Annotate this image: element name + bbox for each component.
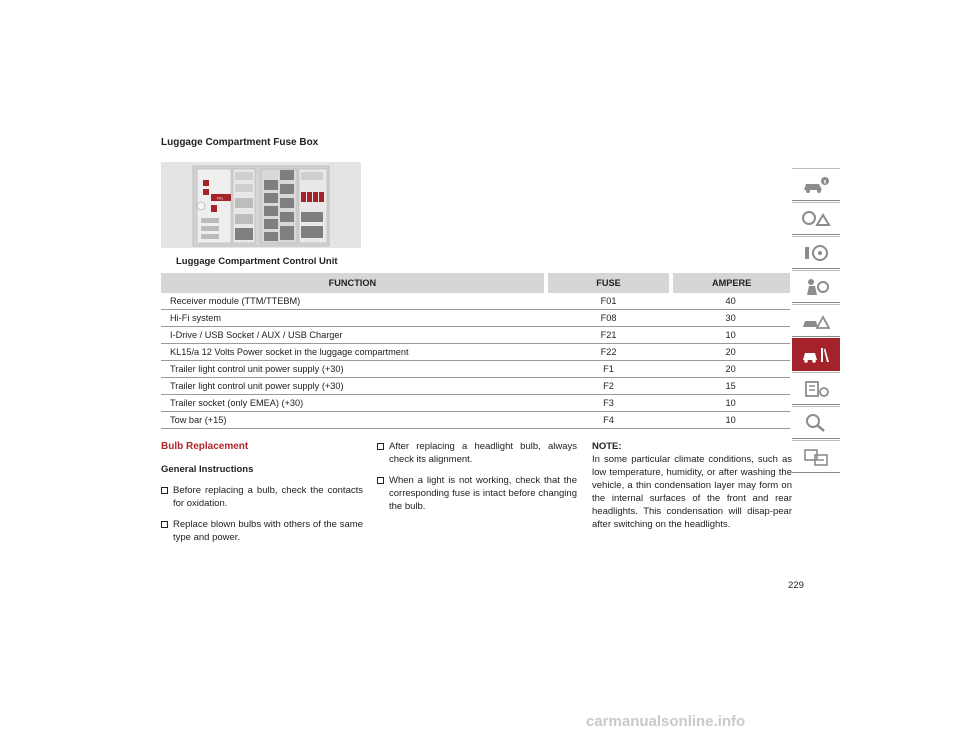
fuse-cell: F1 (546, 361, 671, 378)
fuse-cell: F4 (546, 412, 671, 429)
note-column (592, 440, 792, 531)
fuse-cell: F08 (546, 310, 671, 327)
list-item (161, 518, 363, 544)
function-cell: Tow bar (+15) (161, 412, 546, 429)
function-cell: KL15/a 12 Volts Power socket in the luggage compartment (161, 344, 546, 361)
table-header-row (161, 273, 790, 293)
table-row (161, 293, 790, 310)
multilingual-icon (801, 447, 831, 467)
section-title: Luggage Compartment Fuse Box (161, 137, 319, 148)
list-item (377, 440, 577, 466)
page-number: 229 (788, 580, 804, 591)
ampere-cell: 30 (671, 310, 790, 327)
chapter-tab-starting-driving[interactable] (792, 236, 840, 269)
ampere-cell: 15 (671, 378, 790, 395)
column-header-ampere: AMPERE (671, 273, 790, 293)
bullet-text: After replacing a headlight bulb, always check its alignment. (389, 441, 577, 465)
ampere-cell: 20 (671, 344, 790, 361)
function-cell: Receiver module (TTM/TTEBM) (161, 293, 546, 310)
fuse-box-image (161, 162, 361, 248)
chapter-tab-technical-specifications[interactable] (792, 372, 840, 405)
fuse-cell: F21 (546, 327, 671, 344)
function-cell: I-Drive / USB Socket / AUX / USB Charger (161, 327, 546, 344)
car-service-tools-icon (801, 345, 831, 365)
fuse-cell: F22 (546, 344, 671, 361)
chapter-tab-emergency[interactable] (792, 304, 840, 337)
checkbox-bullet-icon (161, 521, 168, 528)
column-header-function: FUNCTION (161, 273, 546, 293)
general-instructions-heading: General Instructions (161, 464, 254, 475)
ampere-cell: 10 (671, 395, 790, 412)
function-cell: Trailer light control unit power supply (+30) (161, 378, 546, 395)
ampere-cell: 10 (671, 327, 790, 344)
figure-caption: Luggage Compartment Control Unit (176, 256, 338, 267)
fuse-cell: F2 (546, 378, 671, 395)
function-cell: Trailer light control unit power supply (+30) (161, 361, 546, 378)
fuse-table (161, 273, 790, 429)
list-item (377, 474, 577, 513)
note-heading: NOTE: (592, 441, 622, 452)
function-cell: Hi-Fi system (161, 310, 546, 327)
table-row (161, 395, 790, 412)
chapter-tab-languages[interactable] (792, 440, 840, 473)
specifications-list-icon (801, 379, 831, 399)
bullet-text: Before replacing a bulb, check the contacts for oxidation. (173, 485, 363, 509)
bulb-replacement-column (161, 440, 363, 552)
airbag-safety-icon (801, 277, 831, 297)
checkbox-bullet-icon (377, 477, 384, 484)
table-row (161, 327, 790, 344)
ampere-cell: 20 (671, 361, 790, 378)
table-row (161, 412, 790, 429)
ampere-cell: 10 (671, 412, 790, 429)
car-info-icon (801, 175, 831, 195)
bullet-text: Replace blown bulbs with others of the same type and power. (173, 519, 363, 543)
car-warning-icon (801, 311, 831, 331)
table-row (161, 310, 790, 327)
search-index-icon (801, 413, 831, 433)
chapter-tab-index[interactable] (792, 406, 840, 439)
table-row (161, 344, 790, 361)
column-header-fuse: FUSE (546, 273, 671, 293)
bullet-text: When a light is not working, check that the corresponding fuse is intact before changing the bulb. (389, 475, 577, 512)
bulb-instructions-column (377, 440, 577, 521)
chapter-tab-servicing-maintenance[interactable] (792, 338, 840, 371)
chapter-tab-safety[interactable] (792, 270, 840, 303)
checkbox-bullet-icon (161, 487, 168, 494)
table-row (161, 378, 790, 395)
fuse-cell: F01 (546, 293, 671, 310)
bulb-replacement-heading: Bulb Replacement (161, 441, 249, 452)
chapter-tab-getting-to-know[interactable] (792, 168, 840, 201)
function-cell: Trailer socket (only EMEA) (+30) (161, 395, 546, 412)
dashboard-lights-icon (801, 209, 831, 229)
ampere-cell: 40 (671, 293, 790, 310)
chapter-tab-instrument-panel[interactable] (792, 202, 840, 235)
steering-wheel-icon (801, 243, 831, 263)
fuse-cell: F3 (546, 395, 671, 412)
list-item (161, 484, 363, 510)
fuse-label: F01 (217, 196, 224, 201)
fuse-box-diagram (161, 162, 361, 248)
watermark: carmanualsonline.info (586, 713, 746, 730)
table-row (161, 361, 790, 378)
note-text: In some particular climate conditions, such as low temperature, humidity, or after washing the vehicle, a thin condensation layer may form on the internal surfaces of the front and rear headlights. This condensation will disap-pear after switching on the headlights. (592, 454, 792, 530)
checkbox-bullet-icon (377, 443, 384, 450)
